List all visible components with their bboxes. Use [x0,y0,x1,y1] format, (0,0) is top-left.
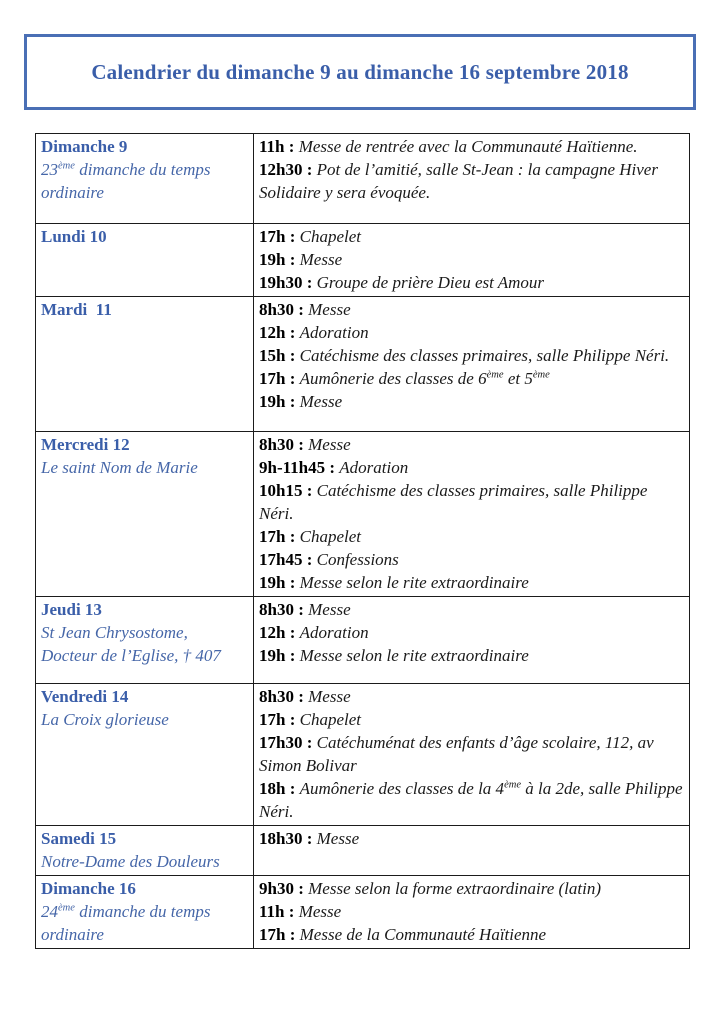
event-entry [259,877,683,900]
event-description: Messe [316,829,360,848]
event-description: Adoration [299,623,369,642]
day-cell [36,597,254,684]
event-time: 17h45 : [259,550,317,569]
event-description: Messe de la Communauté Haïtienne [299,925,547,944]
event-entry [259,777,683,823]
day-cell [36,826,254,876]
event-entry [259,433,683,456]
event-description: Messe [308,435,351,454]
event-time: 8h30 : [259,687,309,706]
day-cell [36,224,254,297]
event-time: 12h : [259,623,300,642]
event-entry [259,367,683,390]
event-time: 17h : [259,527,300,546]
ordinal-superscript: ème [532,369,550,381]
event-entry [259,644,683,667]
event-description: Messe [308,300,351,319]
table-row [36,826,690,876]
events-cell [254,826,690,876]
event-time: 18h : [259,779,300,798]
events-cell [254,597,690,684]
calendar-table [35,133,690,949]
event-entry [259,731,683,777]
event-entry [259,548,683,571]
title-box [24,34,696,110]
event-description: Pot de l’amitié, salle St-Jean : la campagne Hiver Solidaire y sera évoquée. [259,160,658,202]
event-entry [259,321,683,344]
events-cell [254,224,690,297]
event-time: 19h : [259,250,300,269]
events-cell [254,134,690,224]
event-entry [259,900,683,923]
ordinal-superscript: ème [486,369,504,381]
event-time: 9h30 : [259,879,309,898]
event-time: 9h-11h45 : [259,458,340,477]
event-description: Messe [298,902,342,921]
event-description: Chapelet [299,227,362,246]
event-description: Messe [299,392,343,411]
event-description: Adoration [339,458,409,477]
event-entry [259,708,683,731]
event-time: 11h : [259,902,299,921]
day-cell [36,134,254,224]
event-description: Aumônerie des classes de 6ème et 5ème [299,369,550,388]
events-cell [254,684,690,826]
event-time: 17h : [259,369,300,388]
event-entry [259,248,683,271]
event-time: 17h30 : [259,733,317,752]
day-cell [36,876,254,949]
day-name: Mercredi 12 [41,435,130,454]
event-entry [259,571,683,594]
day-subtitle: La Croix glorieuse [41,710,169,729]
event-time: 19h : [259,573,300,592]
event-description: Catéchuménat des enfants d’âge scolaire, 112, av Simon Bolivar [259,733,654,775]
event-entry [259,685,683,708]
table-row [36,224,690,297]
event-description: Messe selon la forme extraordinaire (latin) [308,879,602,898]
event-time: 15h : [259,346,300,365]
day-subtitle: 23ème dimanche du temps ordinaire [41,160,211,202]
day-subtitle: Le saint Nom de Marie [41,458,198,477]
event-entry [259,135,683,158]
event-description: Messe de rentrée avec la Communauté Haïtienne. [298,137,638,156]
event-time: 8h30 : [259,435,309,454]
event-description: Messe selon le rite extraordinaire [299,646,529,665]
event-description: Adoration [299,323,369,342]
day-cell [36,297,254,432]
event-description: Messe [299,250,343,269]
day-name: Dimanche 16 [41,879,136,898]
event-time: 19h30 : [259,273,317,292]
day-name: Vendredi 14 [41,687,129,706]
table-row [36,432,690,597]
event-description: Messe [308,600,351,619]
event-description: Chapelet [299,527,362,546]
events-cell [254,876,690,949]
table-row [36,876,690,949]
event-description: Messe [308,687,351,706]
day-subtitle: Notre-Dame des Douleurs [41,852,220,871]
ordinal-superscript: ème [58,160,75,172]
event-description: Aumônerie des classes de la 4ème à la 2de, salle Philippe Néri. [259,779,683,821]
ordinal-superscript: ème [504,779,522,791]
event-description: Catéchisme des classes primaires, salle Philippe Néri. [259,481,648,523]
event-entry [259,598,683,621]
day-cell [36,432,254,597]
event-time: 17h : [259,710,300,729]
event-time: 11h : [259,137,299,156]
event-entry [259,390,683,413]
event-time: 12h : [259,323,300,342]
events-cell [254,432,690,597]
event-description: Messe selon le rite extraordinaire [299,573,529,592]
day-name: Samedi 15 [41,829,117,848]
day-name: Mardi 11 [41,300,112,319]
page-title: Calendrier du dimanche 9 au dimanche 16 septembre 2018 [91,59,629,84]
event-time: 8h30 : [259,600,309,619]
day-cell [36,684,254,826]
event-description: Catéchisme des classes primaires, salle Philippe Néri. [299,346,670,365]
event-entry [259,923,683,946]
ordinal-superscript: ème [58,902,75,914]
event-entry [259,344,683,367]
table-row [36,597,690,684]
event-time: 19h : [259,392,300,411]
event-entry [259,827,683,850]
event-description: Groupe de prière Dieu est Amour [316,273,545,292]
event-entry [259,456,683,479]
event-time: 17h : [259,227,300,246]
event-time: 19h : [259,646,300,665]
event-time: 12h30 : [259,160,317,179]
event-entry [259,271,683,294]
calendar-table-body [36,134,690,949]
day-name: Dimanche 9 [41,137,128,156]
event-description: Chapelet [299,710,362,729]
event-description: Confessions [316,550,399,569]
table-row [36,297,690,432]
events-cell [254,297,690,432]
day-name: Jeudi 13 [41,600,102,619]
event-time: 10h15 : [259,481,317,500]
day-subtitle: St Jean Chrysostome, Docteur de l’Eglise, † 407 [41,623,221,665]
event-entry [259,525,683,548]
event-time: 17h : [259,925,300,944]
event-time: 8h30 : [259,300,309,319]
event-entry [259,225,683,248]
table-row [36,134,690,224]
event-entry [259,158,683,204]
event-entry [259,298,683,321]
table-row [36,684,690,826]
day-name: Lundi 10 [41,227,107,246]
event-entry [259,479,683,525]
event-time: 18h30 : [259,829,317,848]
day-subtitle: 24ème dimanche du temps ordinaire [41,902,211,944]
event-entry [259,621,683,644]
